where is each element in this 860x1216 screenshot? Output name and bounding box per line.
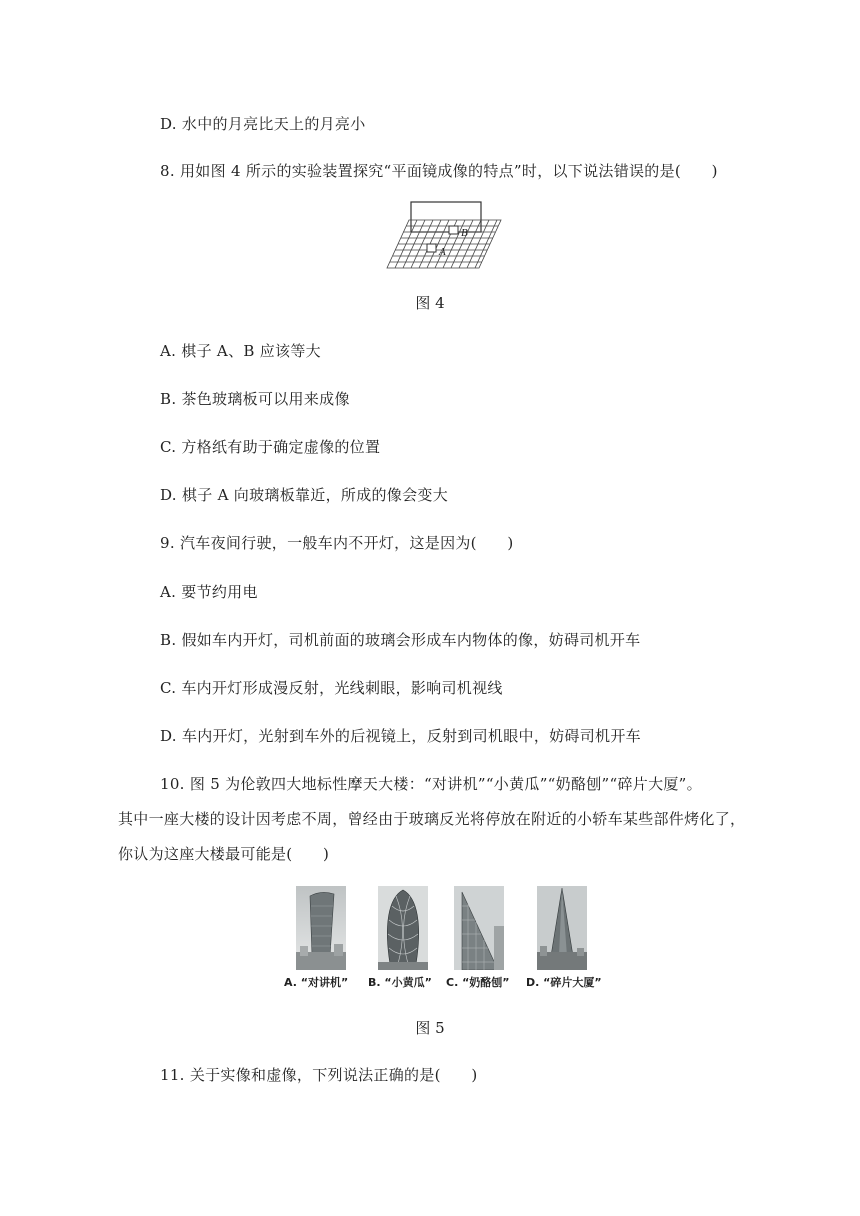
chess-piece-b-icon	[449, 226, 458, 234]
chess-piece-a-icon	[427, 244, 436, 252]
q8-option-a: A. 棋子 A、B 应该等大	[160, 342, 321, 360]
q8-option-b: B. 茶色玻璃板可以用来成像	[160, 390, 350, 408]
q10-stem-line-2: 其中一座大楼的设计因考虑不周，曾经由于玻璃反光将停放在附近的小轿车某些部件烤化了，	[118, 810, 746, 828]
q11-stem: 11. 关于实像和虚像，下列说法正确的是( )	[160, 1066, 478, 1084]
q9-stem: 9. 汽车夜间行驶，一般车内不开灯，这是因为( )	[160, 534, 514, 552]
q8-option-c: C. 方格纸有助于确定虚像的位置	[160, 438, 381, 456]
label-a: A	[439, 246, 446, 258]
building-b-label: B. “小黄瓜”	[368, 976, 432, 989]
gherkin-building-icon	[378, 886, 428, 970]
building-d-label: D. “碎片大厦”	[526, 976, 602, 989]
grid-paper	[387, 220, 501, 268]
q9-option-a: A. 要节约用电	[160, 583, 258, 601]
building-a-label: A. “对讲机”	[284, 976, 349, 989]
walkie-talkie-building-icon	[296, 886, 346, 970]
q8-stem: 8. 用如图 4 所示的实验装置探究“平面镜成像的特点”时，以下说法错误的是( )	[160, 162, 718, 180]
building-c-label: C. “奶酪刨”	[446, 976, 510, 989]
q10-stem-line-3: 你认为这座大楼最可能是( )	[118, 845, 330, 863]
q10-stem-line-1: 10. 图 5 为伦敦四大地标性摩天大楼：“对讲机”“小黄瓜”“奶酪刨”“碎片大厦”。	[160, 775, 702, 793]
figure-4-caption: 图 4	[415, 294, 445, 312]
q9-option-c: C. 车内开灯形成漫反射，光线刺眼，影响司机视线	[160, 679, 503, 697]
shard-building-icon	[537, 886, 587, 970]
q9-option-b: B. 假如车内开灯，司机前面的玻璃会形成车内物体的像，妨碍司机开车	[160, 631, 641, 649]
cheesegrater-building-icon	[454, 886, 504, 970]
figure-4-mirror-setup	[385, 200, 505, 272]
q9-option-d: D. 车内开灯，光射到车外的后视镜上，反射到司机眼中，妨碍司机开车	[160, 727, 641, 745]
q8-option-d: D. 棋子 A 向玻璃板靠近，所成的像会变大	[160, 486, 448, 504]
figure-5-caption: 图 5	[415, 1019, 445, 1037]
q7-option-d: D. 水中的月亮比天上的月亮小	[160, 115, 366, 133]
label-b: B	[461, 227, 468, 239]
